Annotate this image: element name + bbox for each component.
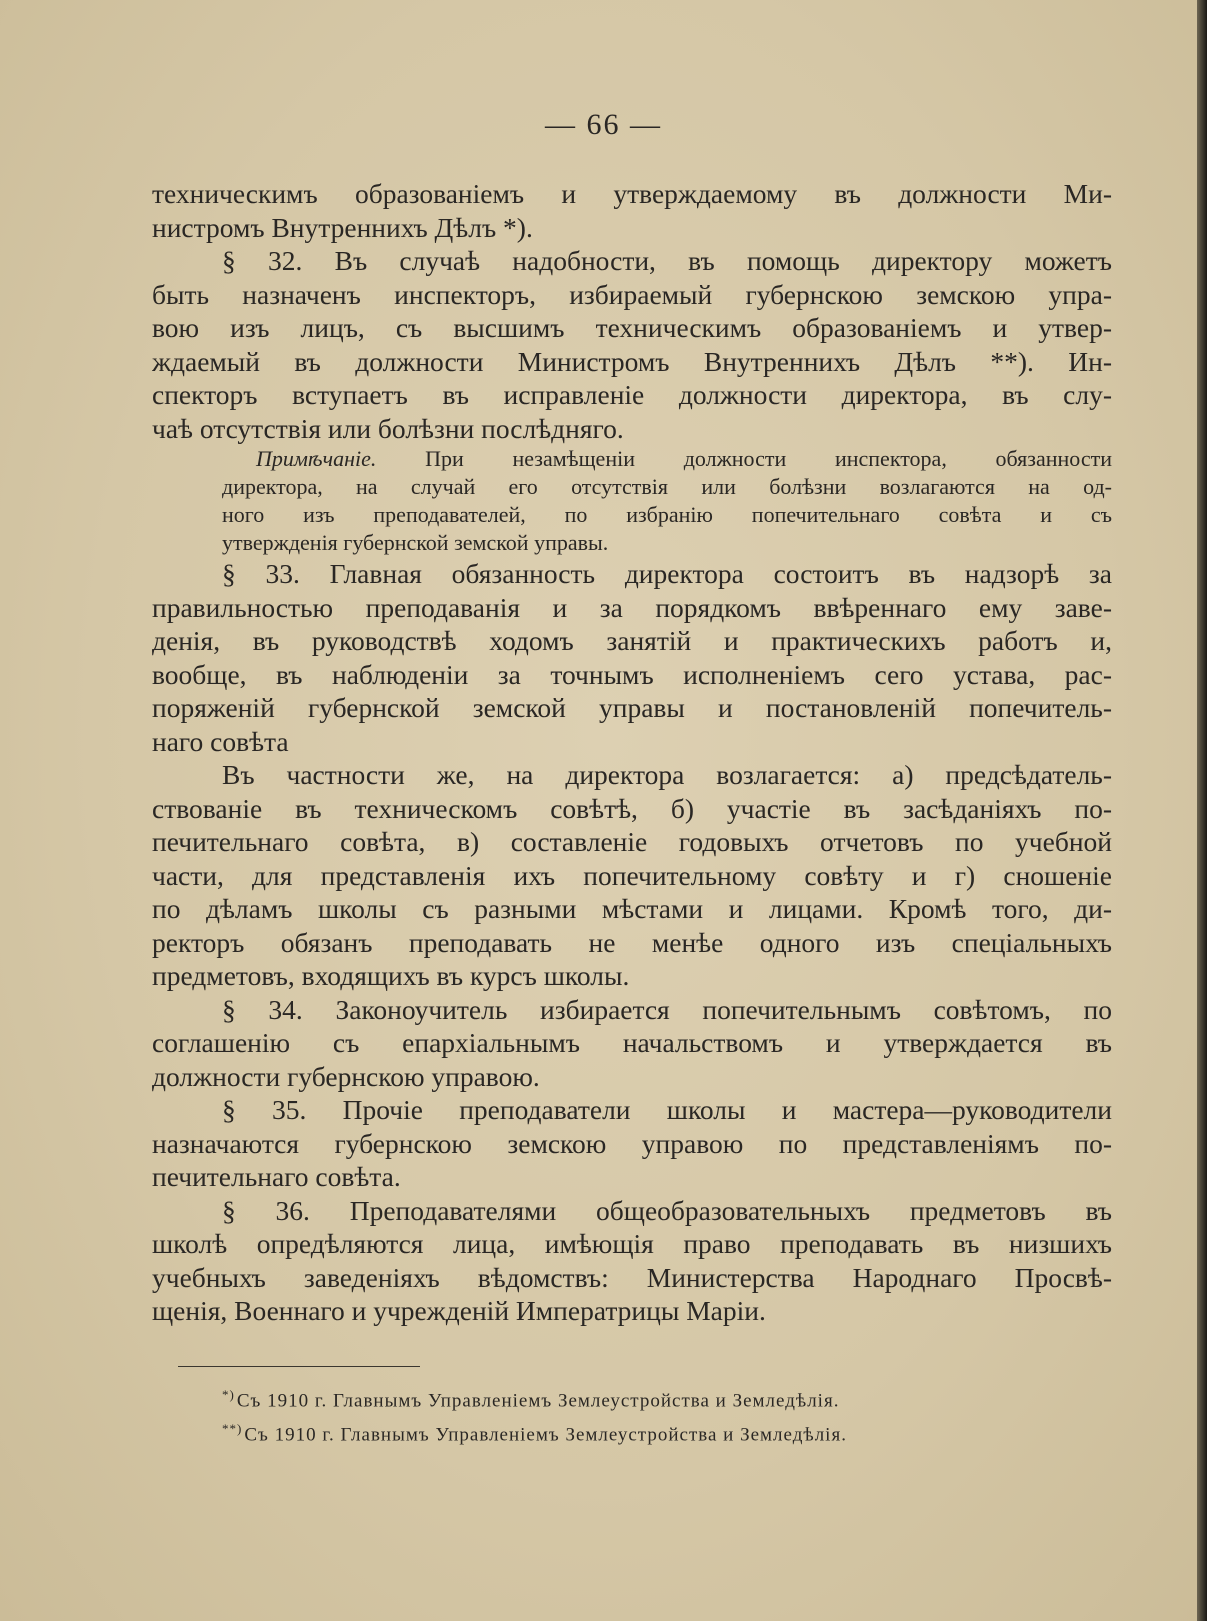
text-line: предметовъ, входящихъ въ курсъ школы.: [152, 960, 630, 991]
footnote: [222, 1412, 1082, 1446]
footnote: [222, 1378, 1082, 1412]
text-line: учебныхъ заведеніяхъ вѣдомствъ: Министерства Народнаго Просвѣ-: [152, 1261, 1112, 1293]
note-lines: [222, 473, 1112, 557]
text-line: § 36. Преподавателями общеобразовательныхъ предметовъ въ: [222, 1194, 1112, 1226]
text-line: техническимъ образованіемъ и утверждаемому въ должности Ми-: [152, 178, 1112, 209]
text-line: спекторъ вступаетъ въ исправленіе должности директора, въ слу-: [152, 379, 1112, 410]
text-line: поряженій губернской земской управы и постановленій попечитель-: [152, 692, 1112, 723]
text-line: нистромъ Внутреннихъ Дѣлъ *).: [152, 211, 533, 243]
text-line: школѣ опредѣляются лица, имѣющія право преподавать въ низшихъ: [152, 1228, 1112, 1259]
text-line: печительнаго совѣта.: [152, 1161, 401, 1192]
footnote-mark: **): [222, 1421, 243, 1436]
body-text: [152, 177, 1112, 1328]
note-label: Примѣчаніе.: [256, 446, 377, 471]
text-line: Въ частности же, на директора возлагается: а) предсѣдатель-: [222, 759, 1112, 790]
text-line: печительнаго совѣта, в) составленіе годовыхъ отчетовъ по учебной: [152, 826, 1112, 857]
text-line: по дѣламъ школы съ разными мѣстами и лицами. Кромѣ того, ди-: [152, 893, 1112, 924]
text-line: быть назначенъ инспекторъ, избираемый губернскою земскою упра-: [152, 278, 1112, 310]
text-line: денія, въ руководствѣ ходомъ занятій и практическихъ работъ и,: [152, 625, 1112, 656]
text-line: § 35. Прочіе преподаватели школы и мастера—руководители: [222, 1094, 1112, 1125]
text-line: наго совѣта: [152, 725, 289, 757]
text-line: должности губернскою управою.: [152, 1060, 540, 1092]
text-line: ректоръ обязанъ преподавать не менѣе одного изъ спеціальныхъ: [152, 926, 1112, 958]
page-number: — 66 —: [545, 108, 662, 141]
text-line: вообще, въ наблюденіи за точнымъ исполненіемъ сего устава, рас-: [152, 658, 1112, 690]
text-line: соглашенію съ епархіальнымъ начальствомъ и утверждается въ: [152, 1027, 1112, 1058]
text-line: вою изъ лицъ, съ высшимъ техническимъ образованіемъ и утвер-: [152, 312, 1112, 343]
note-first-text: При незамѣщеніи должности инспектора, обязанности: [425, 446, 1112, 471]
text-line: части, для представленія ихъ попечительному совѣту и г) сношеніе: [152, 859, 1112, 891]
text-line: § 34. Законоучитель избирается попечительнымъ совѣтомъ, по: [222, 993, 1112, 1025]
text-line: правильностью преподаванія и за порядкомъ ввѣреннаго ему заве-: [152, 591, 1112, 623]
text-line: ствованіе въ техническомъ совѣтѣ, б) участіе въ засѣданіяхъ по-: [152, 792, 1112, 824]
footnote-mark: *): [222, 1387, 235, 1402]
footnote-rule: [178, 1366, 420, 1367]
text-block-1: [152, 177, 1112, 445]
text-line: ного изъ преподавателей, по избранію попечительнаго совѣта и съ: [222, 502, 1112, 527]
footnotes: [222, 1378, 1082, 1446]
footnote-text: Съ 1910 г. Главнымъ Управленіемъ Землеустройства и Земледѣлія.: [244, 1424, 847, 1446]
page-edge-shadow: [1197, 0, 1207, 1621]
text-line: чаѣ отсутствія или болѣзни послѣдняго.: [152, 412, 624, 444]
text-line: утвержденія губернской земской управы.: [222, 530, 609, 555]
footnote-text: Съ 1910 г. Главнымъ Управленіемъ Землеустройства и Земледѣлія.: [236, 1390, 840, 1412]
text-line: директора, на случай его отсутствія или болѣзни возлагаются на од-: [222, 474, 1112, 499]
text-line: § 33. Главная обязанность директора состоитъ въ надзорѣ за: [222, 558, 1112, 589]
text-line: ждаемый въ должности Министромъ Внутреннихъ Дѣлъ **). Ин-: [152, 345, 1112, 377]
note-block: [222, 445, 1112, 557]
text-line: щенія, Военнаго и учрежденій Императрицы Маріи.: [152, 1295, 766, 1326]
text-line: назначаются губернскою земскою управою по представленіямъ по-: [152, 1127, 1112, 1159]
text-block-2: [152, 557, 1112, 1328]
text-line: § 32. Въ случаѣ надобности, въ помощь директору можетъ: [222, 245, 1112, 276]
note-first-line: [222, 445, 1112, 473]
